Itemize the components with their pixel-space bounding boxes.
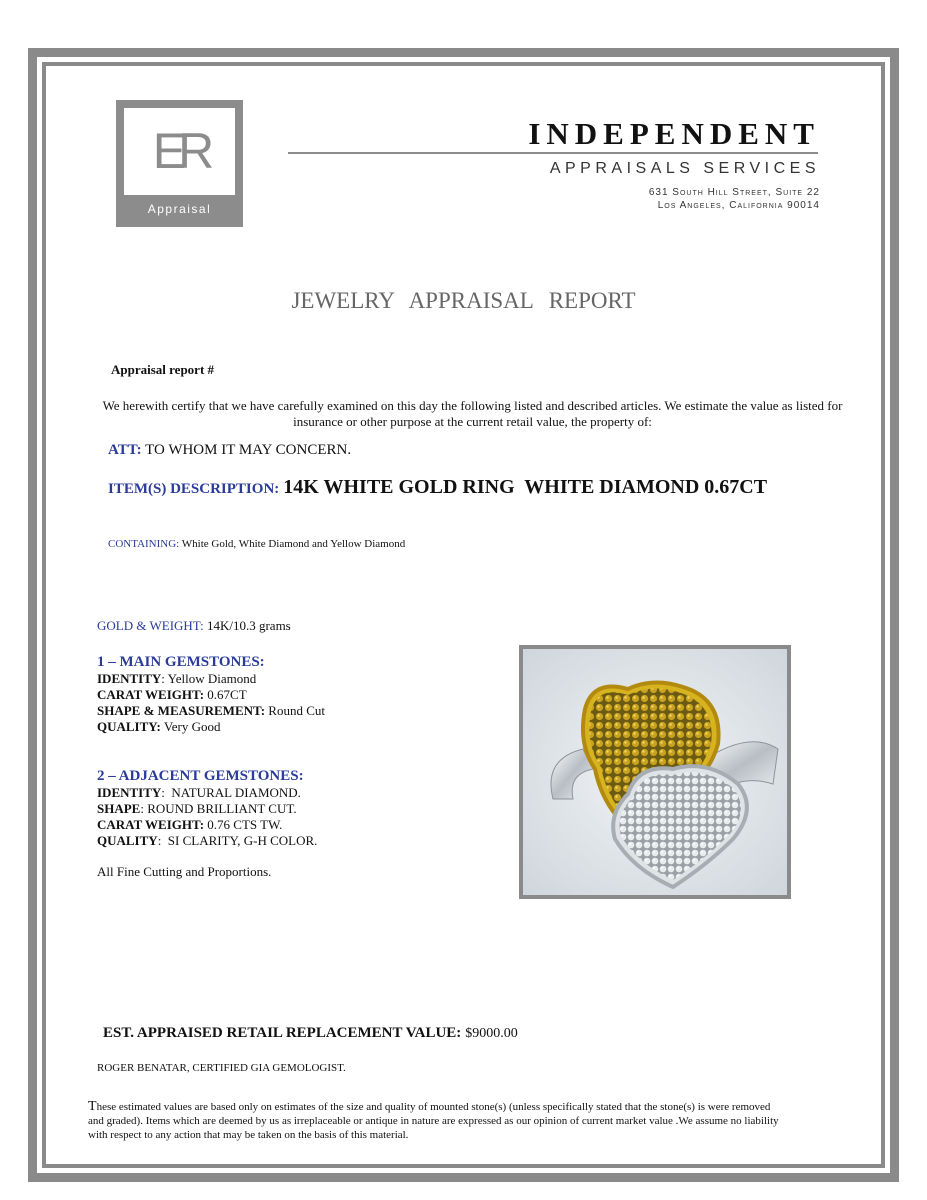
gold-weight-value: 14K/10.3 grams xyxy=(206,618,291,633)
adjacent-gemstones-heading: 2 – ADJACENT GEMSTONES: xyxy=(97,768,304,784)
item-description-line xyxy=(108,476,767,499)
logo-label: Appraisal xyxy=(147,202,212,216)
adjacent-quality-value: : SI CLARITY, G-H COLOR. xyxy=(157,833,318,848)
adjacent-quality-line xyxy=(97,833,317,849)
certify-statement: We herewith certify that we have carefully examined on this day the following listed and described articles. We estimate the value as listed for insurance or other purpose at the current retail value, the property of: xyxy=(102,398,843,429)
inner-frame xyxy=(42,62,885,1168)
disclaimer xyxy=(88,1100,788,1142)
ring-photo xyxy=(519,645,791,899)
address-line-2-text: Los Angeles, California 90014 xyxy=(657,200,820,211)
att-label: ATT: xyxy=(108,442,142,458)
logo-monogram: ER xyxy=(152,123,207,179)
containing-line xyxy=(108,538,405,550)
main-shape-value: Round Cut xyxy=(265,703,326,718)
address-line-1 xyxy=(430,187,820,198)
main-quality-label: QUALITY: xyxy=(97,719,161,734)
appraised-value-amount: $9000.00 xyxy=(465,1026,518,1041)
company-services: APPRAISALS SERVICES xyxy=(549,160,820,177)
main-identity-label: IDENTITY xyxy=(97,671,162,686)
gold-weight-label: GOLD & WEIGHT: xyxy=(97,618,204,633)
cutting-note: All Fine Cutting and Proportions. xyxy=(97,864,272,879)
disclaimer-initial: T xyxy=(88,1099,97,1114)
att-line xyxy=(108,442,351,459)
adjacent-carat-line xyxy=(97,817,282,833)
gold-weight-line xyxy=(97,618,291,634)
disclaimer-text: hese estimated values are based only on estimates of the size and quality of mounted stone(s) (unless specifically stated that the stone(s) is were removed and graded). Items which are deemed by us as irreplaceable or antique in nature are expressed as our opinion of current market value .We assume no liability with respect to any action that may be taken on the basis of this material. xyxy=(88,1101,779,1141)
appraised-value-line xyxy=(103,1024,518,1042)
containing-label: CONTAINING: xyxy=(108,538,180,550)
header-rule xyxy=(288,152,818,154)
address-line-2 xyxy=(430,200,820,211)
adjacent-identity-line xyxy=(97,785,301,801)
main-identity-line xyxy=(97,671,256,687)
item-description-value: 14K WHITE GOLD RING WHITE DIAMOND 0.67CT xyxy=(283,476,768,498)
adjacent-shape-line xyxy=(97,801,297,817)
report-title: JEWELRY APPRAISAL REPORT xyxy=(291,288,636,313)
company-name: INDEPENDENT xyxy=(528,116,820,151)
ring-illustration xyxy=(523,649,787,895)
appraised-value-label: EST. APPRAISED RETAIL REPLACEMENT VALUE: xyxy=(103,1025,462,1041)
adjacent-carat-value: 0.76 CTS TW. xyxy=(204,817,283,832)
adjacent-shape-value: : ROUND BRILLIANT CUT. xyxy=(140,801,297,816)
adjacent-shape-label: SHAPE xyxy=(97,801,141,816)
main-quality-value: Very Good xyxy=(160,719,221,734)
main-quality-line xyxy=(97,719,221,735)
adjacent-carat-label: CARAT WEIGHT: xyxy=(97,817,205,832)
att-value: TO WHOM IT MAY CONCERN. xyxy=(145,442,352,458)
report-number-label: Appraisal report # xyxy=(111,362,215,377)
containing-value: White Gold, White Diamond and Yellow Diamond xyxy=(181,538,406,550)
main-carat-value: 0.67CT xyxy=(204,687,247,702)
main-carat-line xyxy=(97,687,247,703)
main-carat-label: CARAT WEIGHT: xyxy=(97,687,205,702)
address-line-1-text: 631 South Hill Street, Suite 22 xyxy=(648,187,820,198)
adjacent-identity-value: : NATURAL DIAMOND. xyxy=(161,785,301,800)
main-shape-label: SHAPE & MEASUREMENT: xyxy=(97,703,266,718)
gemologist-signature-line: ROGER BENATAR, CERTIFIED GIA GEMOLOGIST. xyxy=(97,1062,346,1074)
adjacent-quality-label: QUALITY xyxy=(97,833,158,848)
main-identity-value: : Yellow Diamond xyxy=(161,671,257,686)
main-gemstones-heading: 1 – MAIN GEMSTONES: xyxy=(97,654,265,670)
company-logo xyxy=(116,100,243,227)
item-description-label: ITEM(S) DESCRIPTION: xyxy=(108,481,280,497)
main-shape-line xyxy=(97,703,325,719)
adjacent-identity-label: IDENTITY xyxy=(97,785,162,800)
